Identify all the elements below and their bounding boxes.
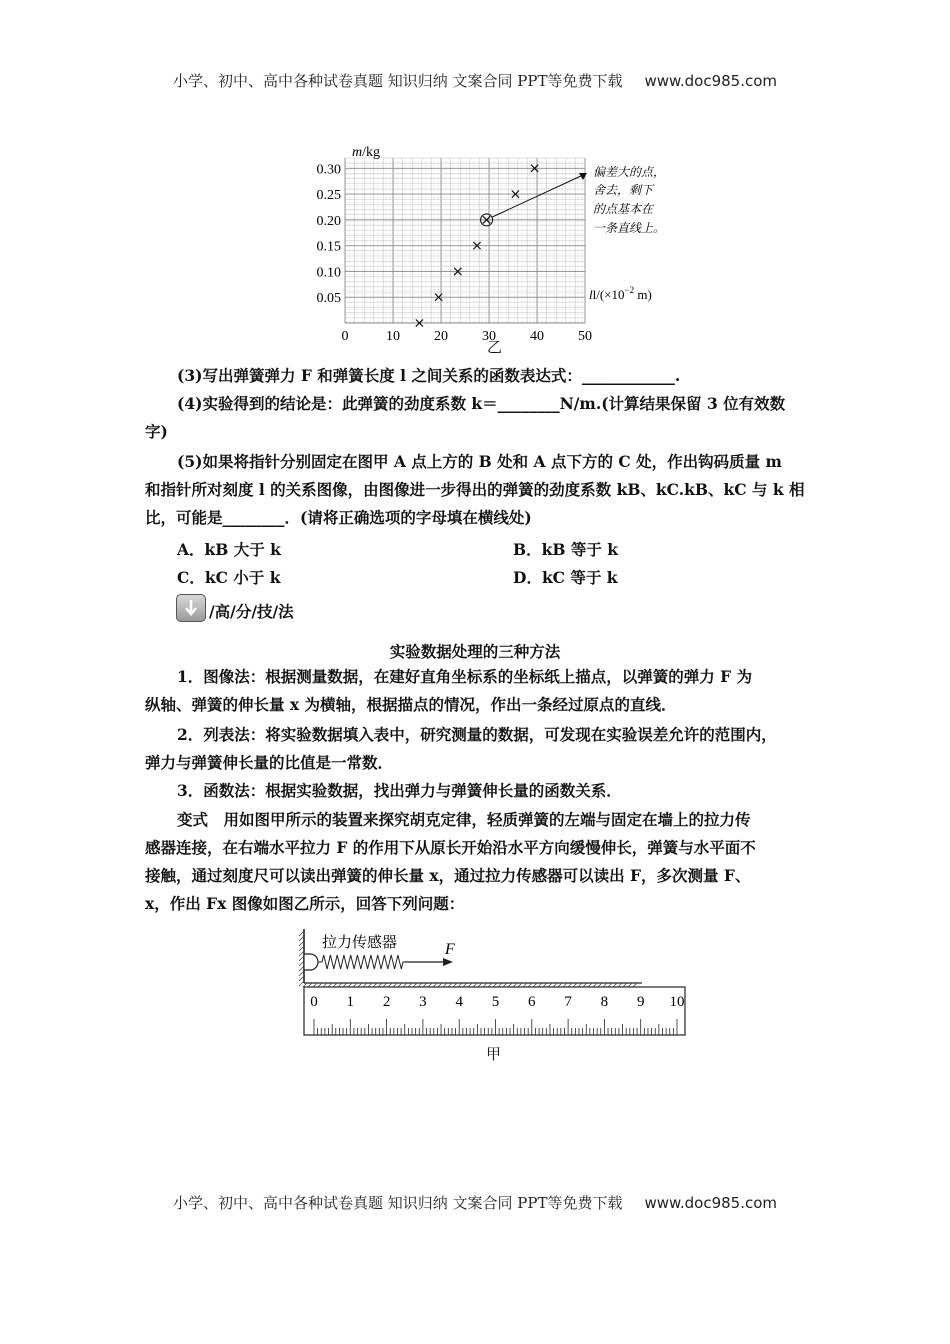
footer-url: www.doc985.com [644, 1194, 778, 1212]
option-c: C．kC 小于 k [177, 568, 281, 587]
y-tick-label: 0.20 [316, 213, 341, 229]
annotation-line: 一条直线上。 [593, 221, 666, 235]
mass-length-chart [300, 140, 700, 355]
x-tick-label: 40 [530, 329, 544, 344]
ruler-number: 0 [310, 994, 318, 1010]
tip-label: /高/分/技/法 [209, 602, 294, 621]
question-4-line: 字) [145, 422, 168, 441]
method-2 [145, 721, 815, 777]
ruler-number: 2 [382, 994, 391, 1010]
question-3: (3)写出弹簧弹力 F 和弹簧长度 l 之间关系的函数表达式：____________. [177, 366, 681, 385]
y-tick-label: 0.05 [316, 291, 341, 307]
y-tick-label: 0.15 [316, 239, 341, 255]
x-tick-label: 20 [434, 329, 448, 344]
spring [318, 955, 407, 969]
page-footer [0, 1192, 950, 1213]
question-5-line: 和指针所对刻度 l 的关系图像，由图像进一步得出的弹簧的劲度系数 kB、kC.kB、kC 与 k 相 [145, 480, 805, 499]
question-5-line: 比，可能是________．(请将正确选项的字母填在横线处) [145, 508, 532, 527]
force-sensor [304, 954, 318, 970]
ruler-number: 3 [419, 994, 427, 1010]
method-line: 弹力与弹簧伸长量的比值是一常数． [145, 753, 394, 772]
question-5-line: (5)如果将指针分别固定在图甲 A 点上方的 B 处和 A 点下方的 C 处，作出钩码质量 m [177, 452, 782, 471]
force-label: F [445, 941, 455, 958]
ruler-number: 4 [455, 994, 463, 1010]
annotation-line: 舍去，剩下 [593, 183, 654, 197]
ruler-number: 1 [346, 994, 355, 1010]
y-axis-label: m/kg [352, 145, 381, 160]
x-axis-label: $ll/(\times 10^{-2}$ m) [589, 285, 652, 302]
tip-heading [176, 594, 294, 622]
x-tick-label: 0 [341, 329, 349, 344]
method-line: 纵轴、弹簧的伸长量 x 为横轴，根据描点的情况，作出一条经过原点的直线． [145, 695, 677, 714]
hatch-line [299, 981, 304, 986]
method-line: 1．图像法：根据测量数据，在建好直角坐标系的坐标纸上描点，以弹簧的弹力 F 为 [177, 667, 753, 686]
method-1 [145, 663, 815, 719]
method-line: 2．列表法：将实验数据填入表中，研究测量的数据，可发现在实验误差允许的范围内， [177, 725, 777, 744]
x-tick-label: 30 [482, 329, 496, 344]
y-tick-label: 0.25 [316, 188, 341, 204]
chart-annotation [593, 165, 665, 235]
variant-problem [145, 806, 815, 918]
variant-line: 接触，通过刻度尺可以读出弹簧的伸长量 x，通过拉力传感器可以读出 F，多次测量 F、 [145, 866, 751, 885]
y-tick-label: 0.10 [316, 265, 341, 281]
option-a: A．kB 大于 k [177, 540, 281, 559]
sensor-label: 拉力传感器 [322, 935, 398, 951]
footer-text: 小学、初中、高中各种试卷真题 知识归纳 文案合同 PPT等免费下载 [172, 1194, 623, 1212]
header-text: 小学、初中、高中各种试卷真题 知识归纳 文案合同 PPT等免费下载 [172, 72, 623, 90]
ruler-number: 7 [564, 994, 572, 1010]
ruler-number: 8 [600, 994, 609, 1010]
apparatus-diagram [295, 925, 695, 1040]
method-3: 3．函数法：根据实验数据，找出弹力与弹簧伸长量的函数关系． [177, 781, 622, 800]
y-tick-label: 0.30 [316, 162, 341, 178]
force-arrow-head [443, 958, 453, 966]
x-tick-label: 10 [386, 329, 400, 344]
annotation-line: 的点基本在 [593, 202, 654, 216]
ruler-number: 10 [669, 994, 685, 1010]
ruler-number: 6 [528, 994, 536, 1010]
ruler-number: 5 [491, 994, 500, 1010]
ruler-number: 9 [636, 994, 645, 1010]
section-title: 实验数据处理的三种方法 [389, 642, 561, 661]
down-arrow-icon [176, 594, 206, 622]
annotation-line: 偏差大的点， [593, 165, 666, 179]
header-url: www.doc985.com [644, 72, 778, 90]
option-d: D．kC 等于 k [513, 568, 618, 587]
x-tick-label: 50 [578, 329, 592, 344]
question-4-line: (4)实验得到的结论是：此弹簧的劲度系数 k＝________N/m.(计算结果保留 3 位有效数 [177, 394, 786, 413]
variant-line: 变式 用如图甲所示的装置来探究胡克定律，轻质弹簧的左端与固定在墙上的拉力传 [177, 810, 751, 829]
variant-line: x，作出 Fx 图像如图乙所示，回答下列问题： [145, 894, 465, 913]
apparatus-caption: 甲 [486, 1045, 502, 1063]
page-header [0, 70, 950, 91]
question-4 [145, 390, 815, 446]
option-b: B．kB 等于 k [513, 540, 618, 559]
question-5 [145, 448, 815, 532]
variant-line: 感器连接，在右端水平拉力 F 的作用下从原长开始沿水平方向缓慢伸长，弹簧与水平面不 [145, 838, 756, 857]
chart-caption: 乙 [487, 338, 503, 356]
